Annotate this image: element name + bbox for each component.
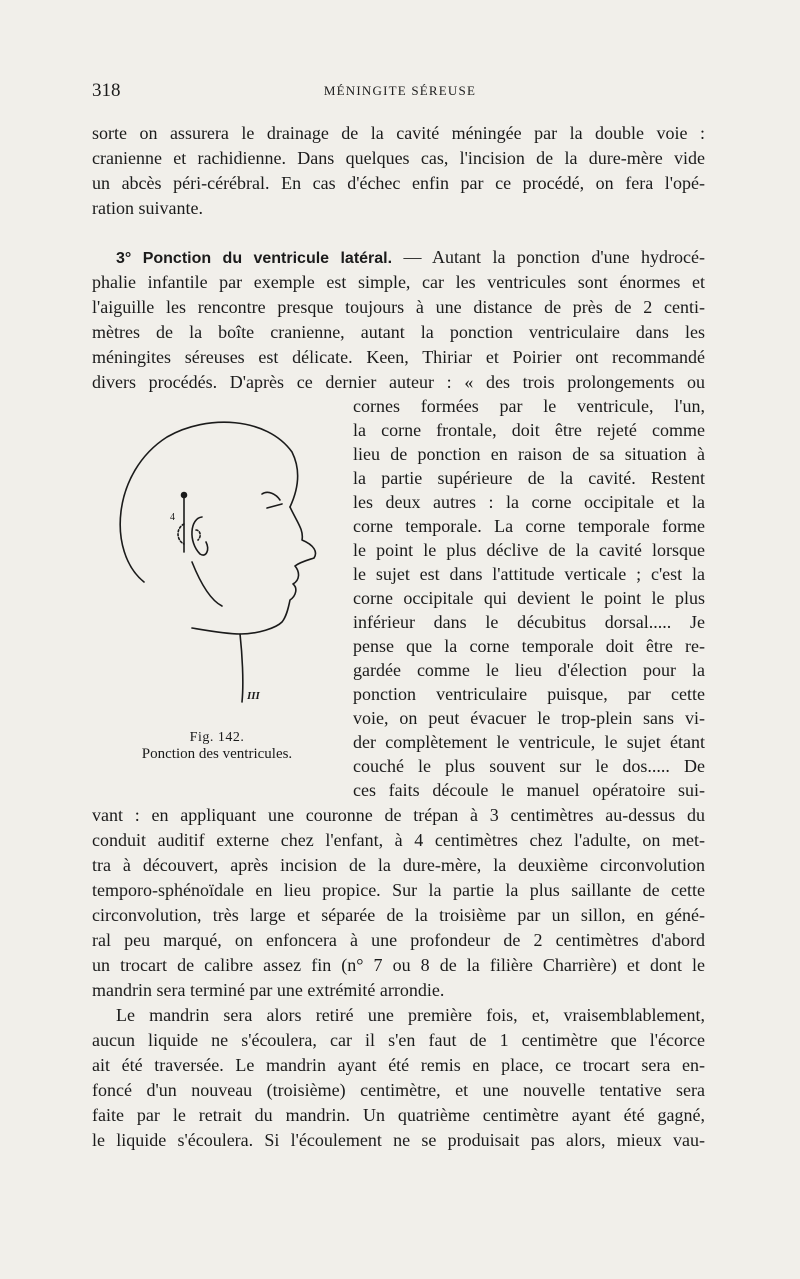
text-line: 3° Ponction du ventricule latéral. — Autant la ponction d'une hydrocé- <box>116 247 706 267</box>
text-line: un abcès péri-cérébral. En cas d'échec enfin par ce procédé, on fera l'opé- <box>92 173 705 193</box>
head-profile-drawing <box>92 412 342 732</box>
text-line: lieu de ponction en raison de sa situation à <box>353 444 705 464</box>
text-line: mandrin sera terminé par une extrémité arrondie. <box>92 980 445 1000</box>
text-line: cornes formées par le ventricule, l'un, <box>353 396 705 416</box>
text-line: tra à découvert, après incision de la dure-mère, la deuxième circonvolution <box>92 855 705 875</box>
figure-caption: Ponction des ventricules. <box>141 746 293 762</box>
text-line: inférieur dans le décubitus dorsal..... Je <box>353 612 705 632</box>
text-line: gardée comme le lieu d'élection pour la <box>353 660 705 680</box>
skull-outline <box>120 422 297 582</box>
text-line: la partie supérieure de la cavité. Restent <box>353 468 705 488</box>
text-line: mètres de la boîte cranienne, autant la ponction ventriculaire dans les <box>92 322 705 342</box>
text-line: corne temporale. La corne temporale forme <box>353 516 705 536</box>
text-line: un trocart de calibre assez fin (n° 7 ou 8 de la filière Charrière) et dont le <box>92 955 705 975</box>
text-line: méningites séreuses est délicate. Keen, Thiriar et Poirier ont recommandé <box>92 347 705 367</box>
text-line: sorte on assurera le drainage de la cavité méningée par la double voie : <box>92 123 705 143</box>
text-line: phalie infantile par exemple est simple, car les ventricules sont énormes et <box>92 272 705 292</box>
text-line: circonvolution, très large et séparée de la troisième par un sillon, en géné- <box>92 905 705 925</box>
mark-III: III <box>247 690 260 702</box>
mark-4: 4 <box>170 512 175 523</box>
text-line: cranienne et rachidienne. Dans quelques cas, l'incision de la dure-mère vide <box>92 148 705 168</box>
text-line: temporo-sphénoïdale en lieu propice. Sur la partie la plus saillante de cette <box>92 880 705 900</box>
text-line: la corne frontale, doit être rejeté comme <box>353 420 705 440</box>
running-title: MÉNINGITE SÉREUSE <box>323 83 477 98</box>
text-line: corne occipitale qui devient le point le plus <box>353 588 705 608</box>
text-line: aucun liquide ne s'écoulera, car il s'en faut de 1 centimètre que l'écorce <box>92 1030 705 1050</box>
text-line: ponction ventriculaire puisque, par cette <box>353 684 705 704</box>
face-profile <box>192 507 316 634</box>
text-line: les deux autres : la corne occipitale et la <box>353 492 705 512</box>
text-line: le point le plus déclive de la cavité lorsque <box>353 540 705 560</box>
text-line: le sujet est dans l'attitude verticale ; c'est la <box>353 564 705 584</box>
text-line: ait été traversée. Le mandrin ayant été remis en place, ce trocart sera en- <box>92 1055 705 1075</box>
text-line: der complètement le ventricule, le sujet étant <box>353 732 705 752</box>
neck-line <box>192 562 222 606</box>
figure-142 <box>92 412 342 772</box>
text-line: Le mandrin sera alors retiré une première fois, et, vraisemblablement, <box>116 1005 705 1025</box>
text-line: ration suivante. <box>92 198 203 218</box>
text-line: conduit auditif externe chez l'enfant, à 4 centimètres chez l'adulte, on met- <box>92 830 705 850</box>
puncture-point <box>182 493 187 498</box>
eye-mark <box>262 492 280 500</box>
figure-number: Fig. 142. <box>189 730 245 745</box>
page-number: 318 <box>92 80 121 101</box>
section-heading: 3° Ponction du ventricule latéral. <box>116 250 393 267</box>
text-line: voie, on peut évacuer le trop-plein sans vi- <box>353 708 705 728</box>
text-line: foncé d'un nouveau (troisième) centimètre, et une nouvelle tentative sera <box>92 1080 705 1100</box>
text-line: ces faits découle le manuel opératoire sui- <box>353 780 705 800</box>
text-line: couché le plus souvent sur le dos..... De <box>353 756 705 776</box>
text-line: vant : en appliquant une couronne de trépan à 3 centimètres au-dessus du <box>92 805 705 825</box>
page-header <box>92 80 708 104</box>
text-line: divers procédés. D'après ce dernier auteur : « des trois prolongements ou <box>92 372 705 392</box>
text-line: le liquide s'écoulera. Si l'écoulement ne se produisait pas alors, mieux vau- <box>92 1130 705 1150</box>
text-line: faite par le retrait du mandrin. Un quatrième centimètre ayant été gagné, <box>92 1105 705 1125</box>
text-line: pense que la corne temporale doit être re- <box>353 636 705 656</box>
text-line: ral peu marqué, on enfoncera à une profondeur de 2 centimètres d'abord <box>92 930 705 950</box>
text-line: l'aiguille les rencontre presque toujours à une distance de près de 2 centi- <box>92 297 705 317</box>
